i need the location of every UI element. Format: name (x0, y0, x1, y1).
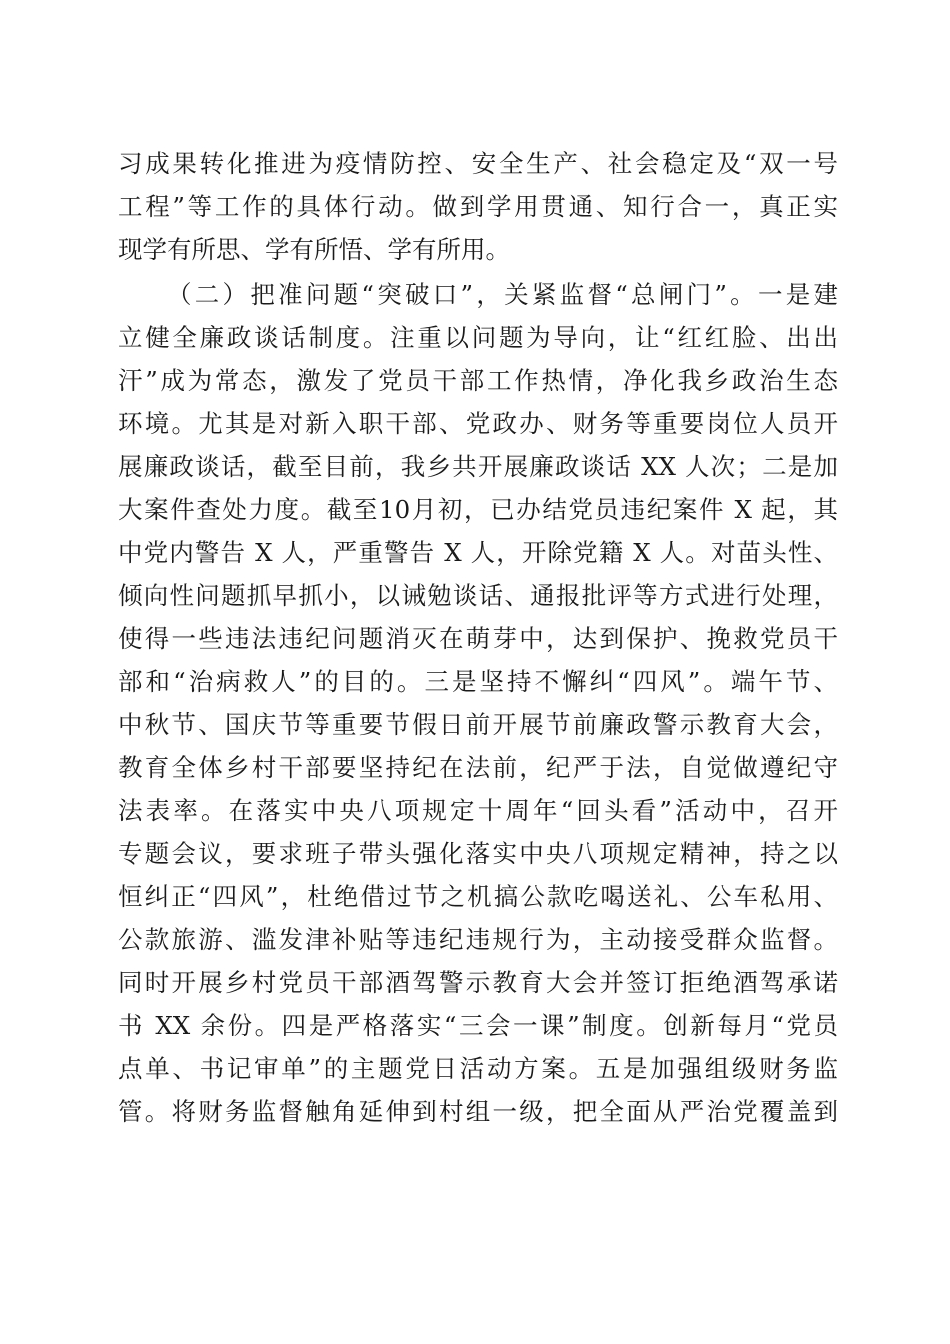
text-line: 环境。尤其是对新入职干部、党政办、财务等重要岗位人员开 (118, 409, 838, 438)
text-line: 点单、书记审单”的主题党日活动方案。五是加强组级财务监 (118, 1054, 838, 1083)
text-line: 现学有所思、学有所悟、学有所用。 (118, 235, 510, 264)
document-body (118, 142, 838, 1133)
text-line: 专题会议，要求班子带头强化落实中央八项规定精神，持之以 (118, 839, 838, 868)
text-line: 恒纠正“四风”，杜绝借过节之机搞公款吃喝送礼、公车私用、 (118, 882, 838, 911)
text-line: 中党内警告 X 人，严重警告 X 人，开除党籍 X 人。对苗头性、 (118, 538, 838, 567)
paragraph-1 (118, 142, 838, 271)
text-line: 法表率。在落实中央八项规定十周年“回头看”活动中，召开 (118, 796, 838, 825)
text-line: 同时开展乡村党员干部酒驾警示教育大会并签订拒绝酒驾承诺 (118, 968, 838, 997)
text-line: 书 XX 余份。四是严格落实“三会一课”制度。创新每月“党员 (118, 1011, 838, 1040)
text-line: 使得一些违法违纪问题消灭在萌芽中，达到保护、挽救党员干 (118, 624, 838, 653)
text-line: 倾向性问题抓早抓小，以诫勉谈话、通报批评等方式进行处理， (118, 581, 838, 610)
text-line: 汗”成为常态，激发了党员干部工作热情，净化我乡政治生态 (118, 366, 838, 395)
text-line: 习成果转化推进为疫情防控、安全生产、社会稳定及“双一号 (118, 149, 838, 178)
text-line: 公款旅游、滥发津补贴等违纪违规行为，主动接受群众监督。 (118, 925, 838, 954)
text-line: 工程”等工作的具体行动。做到学用贯通、知行合一，真正实 (118, 192, 838, 221)
text-line: 管。将财务监督触角延伸到村组一级，把全面从严治党覆盖到 (118, 1097, 838, 1126)
paragraph-2 (118, 273, 838, 1133)
text-line: 大案件查处力度。截至10月初，已办结党员违纪案件 X 起，其 (118, 495, 838, 524)
text-line: 展廉政谈话，截至目前，我乡共开展廉政谈话 XX 人次；二是加 (118, 452, 838, 481)
text-line: 立健全廉政谈话制度。注重以问题为导向，让“红红脸、出出 (118, 323, 838, 352)
text-line: （二）把准问题“突破口”，关紧监督“总闸门”。一是建 (167, 280, 838, 309)
text-line: 部和“治病救人”的目的。三是坚持不懈纠“四风”。端午节、 (118, 667, 838, 696)
text-line: 教育全体乡村干部要坚持纪在法前，纪严于法，自觉做遵纪守 (118, 753, 838, 782)
text-line: 中秋节、国庆节等重要节假日前开展节前廉政警示教育大会， (118, 710, 838, 739)
